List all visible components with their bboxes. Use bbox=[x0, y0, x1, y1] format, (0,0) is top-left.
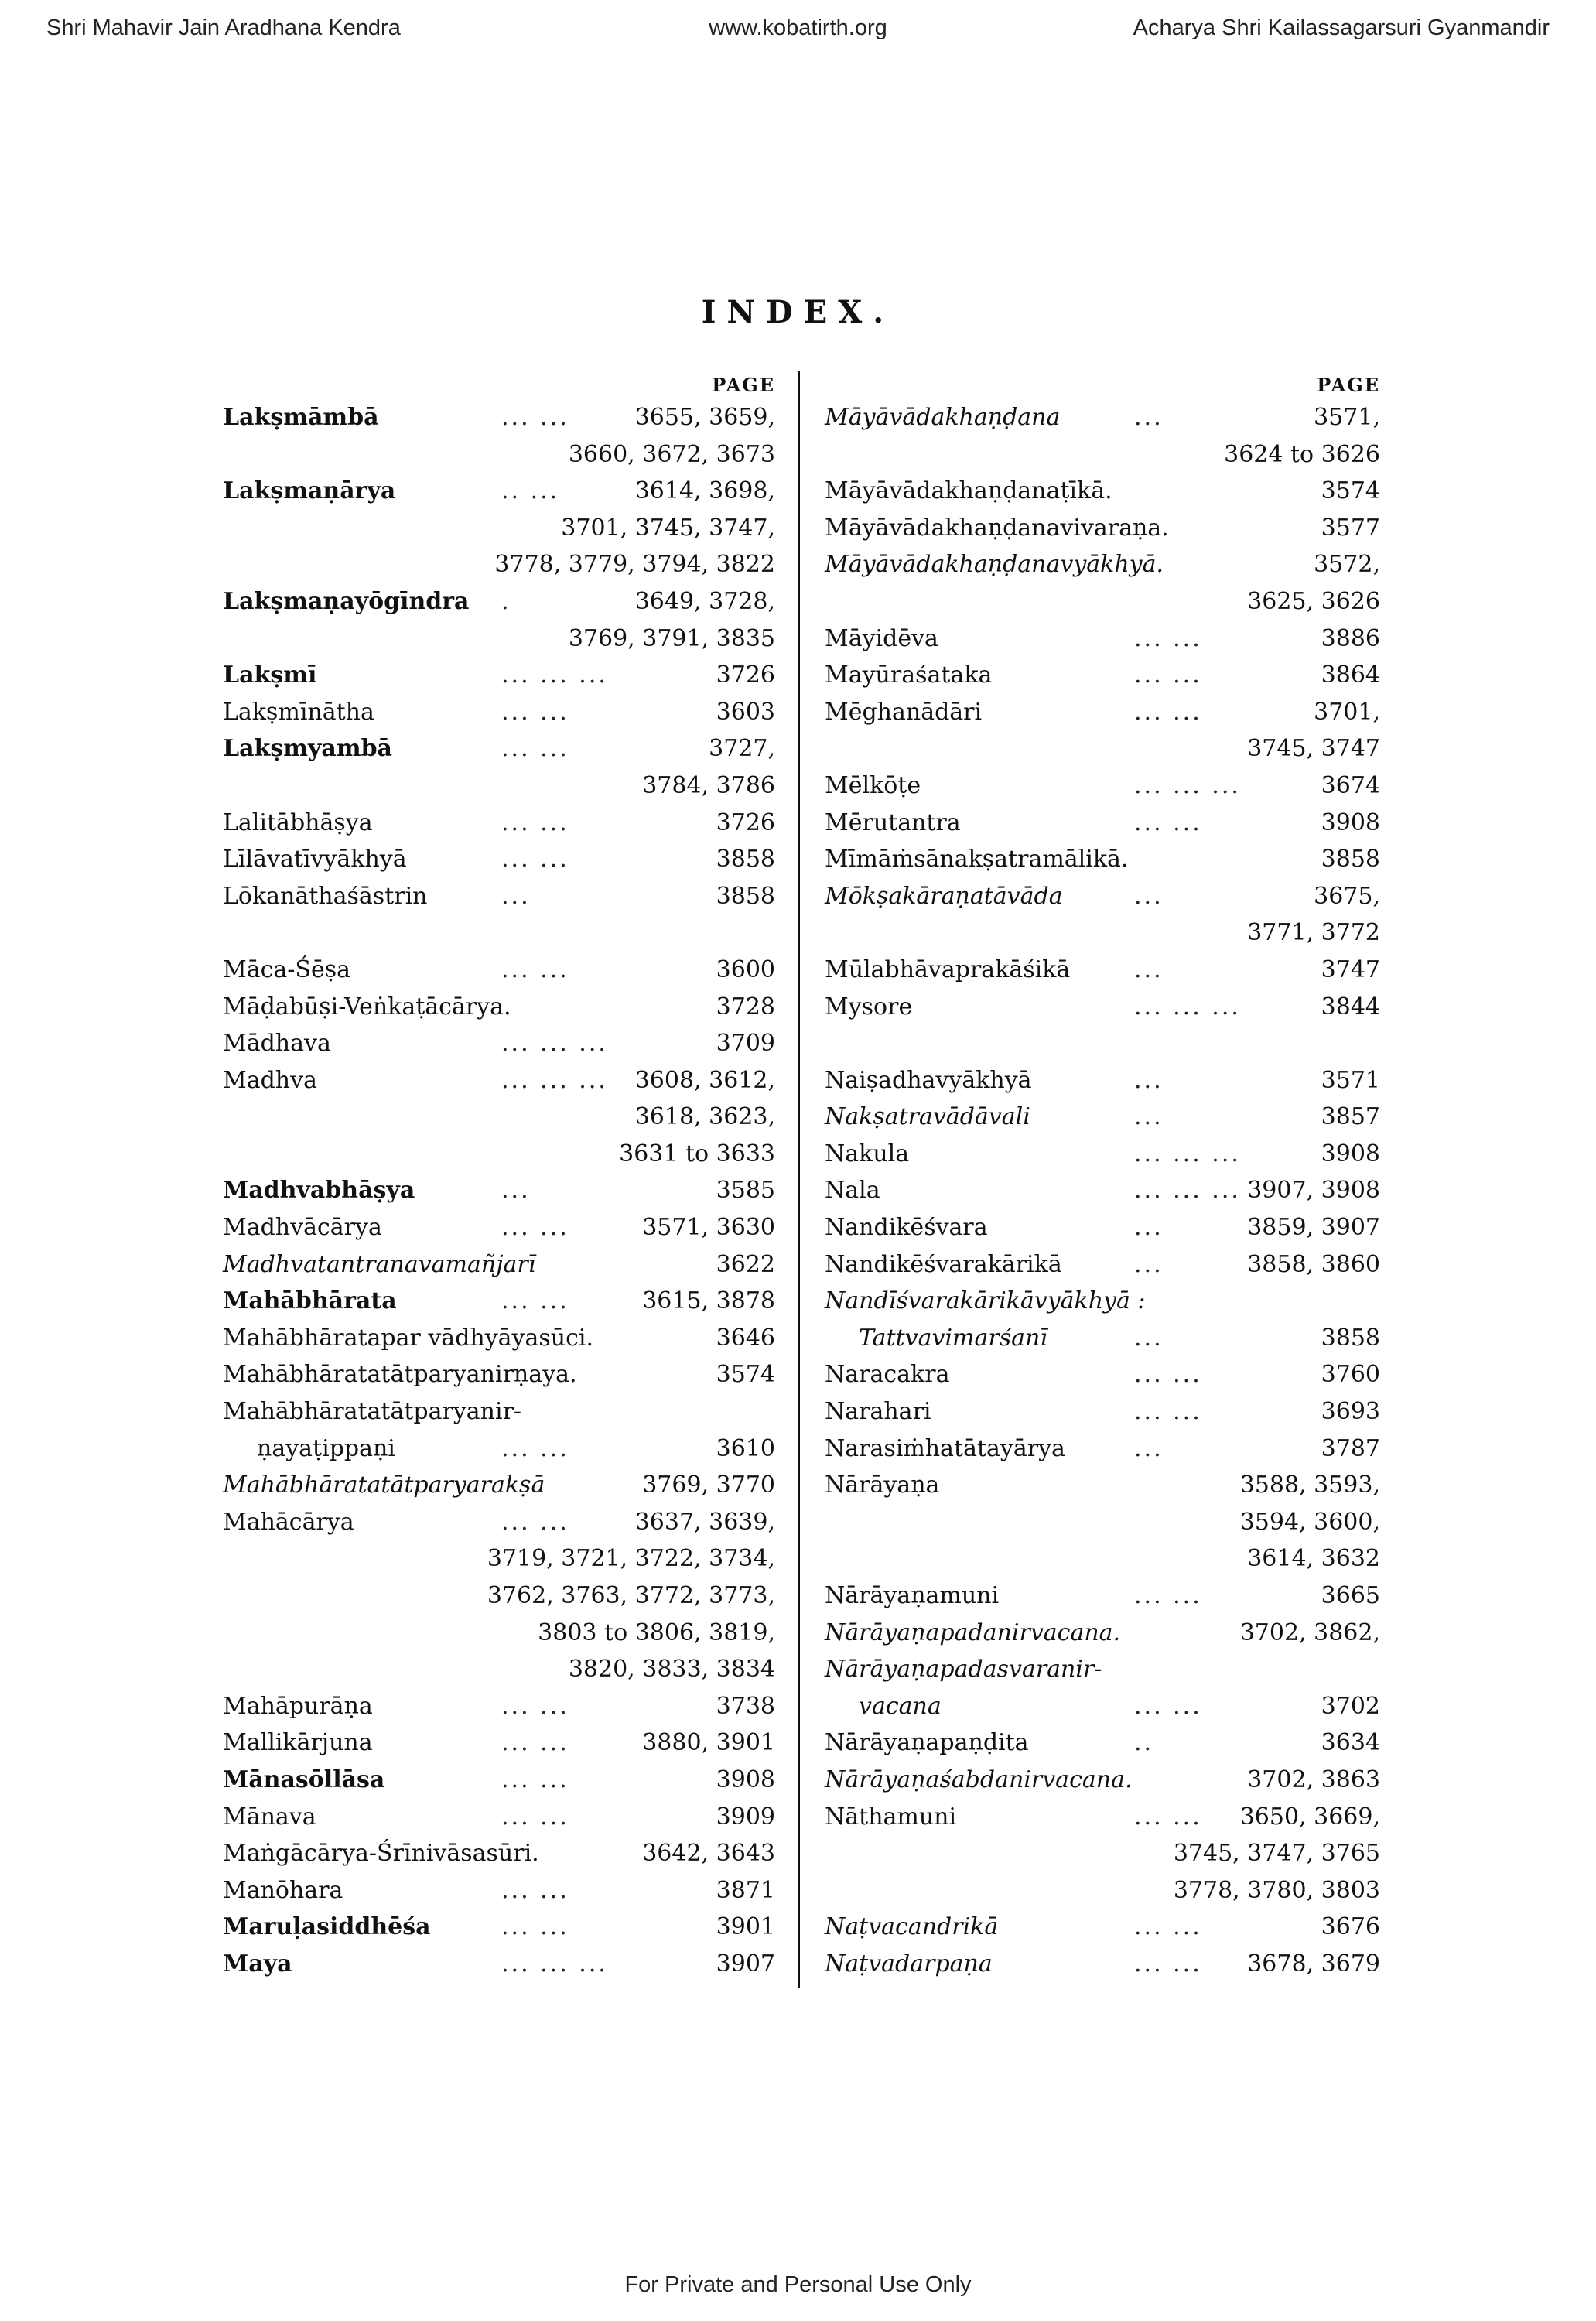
entry-leader-dots: ... ... ... bbox=[501, 1066, 608, 1094]
entry-pages: 3675, bbox=[1314, 882, 1380, 910]
index-entry bbox=[223, 1578, 775, 1615]
index-entry bbox=[223, 1504, 775, 1541]
entry-name: Mahāpurāṇa bbox=[223, 1692, 373, 1720]
index-entry bbox=[223, 1025, 775, 1062]
entry-pages: 3803 to 3806, 3819, bbox=[538, 1619, 775, 1646]
index-entry bbox=[825, 767, 1380, 805]
entry-pages: 3858, 3860 bbox=[1247, 1250, 1380, 1278]
entry-name: Madhvācārya bbox=[223, 1214, 382, 1242]
index-entry bbox=[223, 1540, 775, 1578]
entry-pages: 3571, bbox=[1314, 404, 1380, 431]
entry-leader-dots: .. ... bbox=[501, 477, 560, 505]
entry-leader-dots: .. bbox=[1134, 1729, 1154, 1757]
entry-pages: 3634 bbox=[1321, 1729, 1380, 1757]
index-entry bbox=[223, 1615, 775, 1652]
entry-leader-dots: ... ... bbox=[501, 1766, 569, 1793]
entry-name: Nārāyaṇapadanirvacana. bbox=[825, 1619, 1121, 1646]
entry-name: Nārāyaṇaśabdanirvacana. bbox=[825, 1766, 1133, 1793]
entry-name: vacana bbox=[859, 1692, 942, 1720]
header-right: Acharya Shri Kailassagarsuri Gyanmandir bbox=[1133, 15, 1550, 40]
entry-pages: 3608, 3612, bbox=[634, 1066, 775, 1094]
header-left: Shri Mahavir Jain Aradhana Kendra bbox=[46, 15, 401, 40]
entry-pages: 3871 bbox=[716, 1876, 775, 1904]
entry-pages: 3650, 3669, bbox=[1239, 1803, 1380, 1830]
entry-leader-dots: ... ... bbox=[1134, 1582, 1202, 1609]
entry-pages: 3701, bbox=[1314, 698, 1380, 726]
entry-leader-dots: ... ... bbox=[1134, 808, 1202, 836]
entry-pages: 3646 bbox=[716, 1324, 775, 1352]
index-entry bbox=[825, 1172, 1380, 1209]
index-entry bbox=[223, 1467, 775, 1504]
index-entry bbox=[825, 1209, 1380, 1246]
entry-name: Mayūraśataka bbox=[825, 661, 993, 689]
entry-leader-dots: ... bbox=[501, 882, 531, 910]
index-entry bbox=[223, 952, 775, 989]
entry-name: Līlāvatīvyākhyā bbox=[223, 846, 407, 873]
index-entry bbox=[223, 1651, 775, 1688]
entry-leader-dots: ... ... bbox=[1134, 698, 1202, 726]
index-entry bbox=[223, 989, 775, 1026]
entry-pages: 3858 bbox=[1321, 846, 1380, 873]
entry-pages: 3745, 3747 bbox=[1247, 735, 1380, 763]
entry-pages: 3760 bbox=[1321, 1361, 1380, 1389]
entry-pages: 3588, 3593, bbox=[1239, 1472, 1380, 1499]
entry-leader-dots: ... bbox=[1134, 1103, 1164, 1131]
entry-name: Māyāvādakhaṇḍana bbox=[825, 404, 1061, 431]
entry-leader-dots: ... ... ... bbox=[1134, 1177, 1241, 1205]
index-entry bbox=[825, 546, 1380, 583]
index-entry bbox=[825, 730, 1380, 767]
index-entry bbox=[223, 1909, 775, 1946]
entry-name: Nārāyaṇapaṇḍita bbox=[825, 1729, 1029, 1757]
entry-leader-dots: ... ... bbox=[501, 1876, 569, 1904]
index-entry bbox=[223, 1762, 775, 1799]
index-entry bbox=[223, 436, 775, 473]
index-entry bbox=[223, 1172, 775, 1209]
entry-pages: 3844 bbox=[1321, 993, 1380, 1020]
entry-pages: 3660, 3672, 3673 bbox=[568, 440, 775, 468]
entry-name: Mahācārya bbox=[223, 1508, 354, 1536]
entry-leader-dots: ... bbox=[1134, 404, 1164, 431]
entry-pages: 3702, 3863 bbox=[1247, 1766, 1380, 1793]
index-entry bbox=[223, 473, 775, 510]
entry-name: Mallikārjuna bbox=[223, 1729, 373, 1757]
entry-pages: 3603 bbox=[716, 698, 775, 726]
entry-pages: 3778, 3780, 3803 bbox=[1173, 1876, 1380, 1904]
entry-pages: 3676 bbox=[1321, 1913, 1380, 1941]
entry-name: Maṅgācārya-Śrīnivāsasūri. bbox=[223, 1840, 539, 1868]
entry-name: Lakṣmaṇārya bbox=[223, 477, 396, 505]
entry-leader-dots: ... ... bbox=[501, 1434, 569, 1462]
entry-leader-dots: ... ... bbox=[501, 1287, 569, 1315]
entry-leader-dots: ... ... bbox=[501, 955, 569, 983]
index-entry bbox=[223, 1209, 775, 1246]
index-entry bbox=[825, 510, 1380, 547]
entry-pages: 3610 bbox=[716, 1434, 775, 1462]
entry-leader-dots: ... ... ... bbox=[1134, 1140, 1241, 1167]
index-entry bbox=[825, 1320, 1380, 1357]
entry-name: Māyāvādakhaṇḍanaṭīkā. bbox=[825, 477, 1112, 505]
entry-leader-dots: ... bbox=[1134, 1324, 1164, 1352]
entry-pages: 3709 bbox=[716, 1030, 775, 1058]
index-entry bbox=[223, 1725, 775, 1762]
entry-pages: 3600 bbox=[716, 955, 775, 983]
entry-name: Madhva bbox=[223, 1066, 317, 1094]
entry-leader-dots: ... bbox=[1134, 1214, 1164, 1242]
entry-name: Nakula bbox=[825, 1140, 910, 1167]
entry-name: Maya bbox=[223, 1950, 292, 1977]
index-entry bbox=[825, 399, 1380, 436]
entry-pages: 3907, 3908 bbox=[1247, 1177, 1380, 1205]
entry-name: Naṭvadarpaṇa bbox=[825, 1950, 993, 1977]
entry-pages: 3784, 3786 bbox=[642, 771, 775, 799]
entry-name: Mysore bbox=[825, 993, 913, 1020]
entry-name: Lōkanāthaśāstrin bbox=[223, 882, 428, 910]
entry-leader-dots: ... ... bbox=[1134, 624, 1202, 652]
entry-name: Nārāyaṇapadasvaranir- bbox=[825, 1656, 1102, 1683]
entry-name: Nārāyaṇamuni bbox=[825, 1582, 1000, 1609]
entry-name: Mānasōllāsa bbox=[223, 1766, 385, 1793]
entry-name: Tattvavimarśanī bbox=[859, 1324, 1047, 1352]
entry-name: Lakṣmaṇayōgīndra bbox=[223, 587, 470, 615]
index-entry bbox=[825, 1835, 1380, 1872]
entry-name: Manōhara bbox=[223, 1876, 343, 1904]
entry-leader-dots: ... ... ... bbox=[1134, 993, 1241, 1020]
entry-name: Māca-Śēṣa bbox=[223, 955, 351, 983]
index-entry bbox=[223, 1283, 775, 1320]
index-entry bbox=[825, 1099, 1380, 1136]
entry-pages: 3727, bbox=[709, 735, 775, 763]
entry-pages: 3859, 3907 bbox=[1247, 1214, 1380, 1242]
index-entry bbox=[223, 730, 775, 767]
entry-name: Mērutantra bbox=[825, 808, 961, 836]
entry-leader-dots: ... ... ... bbox=[501, 1950, 608, 1977]
entry-name: Mīmāṁsānakṣatramālikā. bbox=[825, 846, 1129, 873]
entry-pages: 3886 bbox=[1321, 624, 1380, 652]
entry-leader-dots: ... ... bbox=[501, 698, 569, 726]
index-entry bbox=[825, 914, 1380, 952]
entry-pages: 3622 bbox=[716, 1250, 775, 1278]
footer-note: For Private and Personal Use Only bbox=[624, 2272, 972, 2297]
entry-name: Naṭvacandrikā bbox=[825, 1913, 999, 1941]
index-entry bbox=[825, 1504, 1380, 1541]
index-entry bbox=[825, 1136, 1380, 1173]
entry-pages: 3625, 3626 bbox=[1247, 587, 1380, 615]
entry-leader-dots: ... ... bbox=[501, 404, 569, 431]
index-entry bbox=[223, 914, 775, 952]
entry-pages: 3637, 3639, bbox=[634, 1508, 775, 1536]
entry-name: Mānava bbox=[223, 1803, 316, 1830]
entry-pages: 3574 bbox=[1321, 477, 1380, 505]
entry-name: Naiṣadhavyākhyā bbox=[825, 1066, 1032, 1094]
entry-pages: 3858 bbox=[716, 882, 775, 910]
entry-pages: 3649, 3728, bbox=[634, 587, 775, 615]
index-entry bbox=[223, 1099, 775, 1136]
index-entry bbox=[825, 1688, 1380, 1725]
entry-pages: 3769, 3770 bbox=[642, 1472, 775, 1499]
index-entry bbox=[825, 1246, 1380, 1284]
index-column-left bbox=[223, 371, 775, 1983]
index-entry bbox=[825, 694, 1380, 731]
index-entry bbox=[223, 1835, 775, 1872]
entry-name: ṇayaṭippaṇi bbox=[257, 1434, 395, 1462]
entry-pages: 3908 bbox=[1321, 808, 1380, 836]
index-entry bbox=[825, 1025, 1380, 1062]
index-entry bbox=[223, 1136, 775, 1173]
index-entry bbox=[223, 694, 775, 731]
entry-pages: 3655, 3659, bbox=[634, 404, 775, 431]
index-entry bbox=[825, 1872, 1380, 1909]
index-entry bbox=[223, 1393, 775, 1431]
entry-pages: 3787 bbox=[1321, 1434, 1380, 1462]
entry-leader-dots: ... ... ... bbox=[501, 1030, 608, 1058]
page-column-heading: PAGE bbox=[1317, 374, 1380, 396]
entry-leader-dots: ... bbox=[1134, 1250, 1164, 1278]
page-column-heading: PAGE bbox=[712, 374, 775, 396]
entry-pages: 3738 bbox=[716, 1692, 775, 1720]
entry-leader-dots: ... bbox=[1134, 1434, 1164, 1462]
entry-leader-dots: ... ... bbox=[501, 1729, 569, 1757]
entry-pages: 3778, 3779, 3794, 3822 bbox=[494, 551, 775, 579]
entry-pages: 3693 bbox=[1321, 1398, 1380, 1426]
entry-name: Narahari bbox=[825, 1398, 931, 1426]
entry-pages: 3571, 3630 bbox=[642, 1214, 775, 1242]
entry-name: Mōkṣakāraṇatāvāda bbox=[825, 882, 1063, 910]
entry-pages: 3615, 3878 bbox=[642, 1287, 775, 1315]
entry-leader-dots: ... ... bbox=[1134, 1803, 1202, 1830]
index-entry bbox=[223, 1062, 775, 1099]
index-entry bbox=[825, 1946, 1380, 1983]
index-entry bbox=[223, 546, 775, 583]
index-entry bbox=[825, 1909, 1380, 1946]
entry-leader-dots: ... bbox=[1134, 955, 1164, 983]
entry-pages: 3745, 3747, 3765 bbox=[1173, 1840, 1380, 1868]
entry-leader-dots: ... bbox=[1134, 1066, 1164, 1094]
entry-pages: 3585 bbox=[716, 1177, 775, 1205]
entry-pages: 3909 bbox=[716, 1803, 775, 1830]
entry-pages: 3820, 3833, 3834 bbox=[568, 1656, 775, 1683]
entry-pages: 3769, 3791, 3835 bbox=[568, 624, 775, 652]
index-entry bbox=[223, 1799, 775, 1836]
entry-pages: 3719, 3721, 3722, 3734, bbox=[487, 1545, 775, 1573]
entry-pages: 3594, 3600, bbox=[1239, 1508, 1380, 1536]
entry-pages: 3702 bbox=[1321, 1692, 1380, 1720]
entry-leader-dots: ... ... bbox=[501, 1214, 569, 1242]
entry-name: Maruḷasiddhēśa bbox=[223, 1913, 431, 1941]
entry-leader-dots: ... ... bbox=[1134, 1398, 1202, 1426]
index-entry bbox=[825, 1356, 1380, 1393]
entry-leader-dots: ... ... bbox=[1134, 661, 1202, 689]
entry-pages: 3908 bbox=[716, 1766, 775, 1793]
index-entry bbox=[825, 473, 1380, 510]
entry-pages: 3880, 3901 bbox=[642, 1729, 775, 1757]
entry-name: Lakṣmāmbā bbox=[223, 404, 379, 431]
entry-pages: 3674 bbox=[1321, 771, 1380, 799]
index-entry bbox=[223, 1431, 775, 1468]
entry-pages: 3762, 3763, 3772, 3773, bbox=[487, 1582, 775, 1609]
index-entry bbox=[825, 1467, 1380, 1504]
entry-name: Nārāyaṇa bbox=[825, 1472, 940, 1499]
entry-pages: 3747 bbox=[1321, 955, 1380, 983]
entry-pages: 3864 bbox=[1321, 661, 1380, 689]
index-entry bbox=[223, 1356, 775, 1393]
entry-name: Lakṣmīnātha bbox=[223, 698, 374, 726]
entry-pages: 3642, 3643 bbox=[642, 1840, 775, 1868]
entry-pages: 3726 bbox=[716, 661, 775, 689]
entry-name: Nala bbox=[825, 1177, 880, 1205]
entry-pages: 3571 bbox=[1321, 1066, 1380, 1094]
entry-leader-dots: ... bbox=[501, 1177, 531, 1205]
entry-name: Nakṣatravādāvali bbox=[825, 1103, 1030, 1131]
index-entry bbox=[825, 1799, 1380, 1836]
index-entry bbox=[825, 657, 1380, 694]
entry-leader-dots: ... ... bbox=[501, 846, 569, 873]
index-entry bbox=[825, 1615, 1380, 1652]
index-entry bbox=[825, 1431, 1380, 1468]
entry-name: Māyāvādakhaṇḍanavivaraṇa. bbox=[825, 514, 1169, 542]
entry-name: Lakṣmī bbox=[223, 661, 317, 689]
index-entry bbox=[223, 841, 775, 878]
entry-name: Madhvatantranavamañjarī bbox=[223, 1250, 536, 1278]
entry-name: Nandīśvarakārikāvyākhyā : bbox=[825, 1287, 1146, 1315]
entry-leader-dots: ... ... bbox=[1134, 1692, 1202, 1720]
entry-pages: 3907 bbox=[716, 1950, 775, 1977]
entry-leader-dots: ... bbox=[1134, 882, 1164, 910]
column-divider bbox=[798, 371, 800, 1988]
entry-pages: 3631 to 3633 bbox=[619, 1140, 775, 1167]
entry-name: Mahābhāratatātparyanirṇaya. bbox=[223, 1361, 577, 1389]
entry-name: Mēlkōṭe bbox=[825, 771, 921, 799]
entry-pages: 3726 bbox=[716, 808, 775, 836]
index-entry bbox=[223, 1872, 775, 1909]
index-entry bbox=[223, 657, 775, 694]
entry-leader-dots: ... ... bbox=[501, 1913, 569, 1941]
index-entry bbox=[223, 620, 775, 658]
entry-name: Nandikēśvarakārikā bbox=[825, 1250, 1062, 1278]
index-entry bbox=[223, 583, 775, 620]
index-entry bbox=[223, 805, 775, 842]
entry-name: Mahābhāratatātparyarakṣā bbox=[223, 1472, 545, 1499]
index-entry bbox=[825, 1540, 1380, 1578]
index-entry bbox=[825, 1283, 1380, 1320]
entry-name: Lalitābhāṣya bbox=[223, 808, 373, 836]
index-entry bbox=[223, 510, 775, 547]
entry-leader-dots: ... ... bbox=[501, 735, 569, 763]
entry-name: Nāthamuni bbox=[825, 1803, 957, 1830]
entry-pages: 3701, 3745, 3747, bbox=[561, 514, 775, 542]
entry-name: Māḍabūṣi-Veṅkaṭācārya. bbox=[223, 993, 511, 1020]
entry-list-right bbox=[825, 399, 1380, 1983]
index-entry bbox=[223, 1246, 775, 1284]
entry-pages: 3624 to 3626 bbox=[1224, 440, 1380, 468]
entry-pages: 3908 bbox=[1321, 1140, 1380, 1167]
entry-pages: 3901 bbox=[716, 1913, 775, 1941]
entry-leader-dots: ... ... ... bbox=[501, 661, 608, 689]
entry-pages: 3614, 3632 bbox=[1247, 1545, 1380, 1573]
entry-name: Narasiṁhatātayārya bbox=[825, 1434, 1065, 1462]
index-entry bbox=[825, 620, 1380, 658]
entry-pages: 3574 bbox=[716, 1361, 775, 1389]
index-entry bbox=[223, 399, 775, 436]
index-entry bbox=[223, 767, 775, 805]
entry-name: Mēghanādāri bbox=[825, 698, 983, 726]
index-entry bbox=[825, 805, 1380, 842]
index-entry bbox=[825, 1651, 1380, 1688]
index-entry bbox=[825, 583, 1380, 620]
header-center: www.kobatirth.org bbox=[709, 15, 887, 40]
entry-pages: 3858 bbox=[716, 846, 775, 873]
entry-name: Madhvabhāṣya bbox=[223, 1177, 415, 1205]
entry-name: Nandikēśvara bbox=[825, 1214, 988, 1242]
entry-leader-dots: ... ... bbox=[1134, 1361, 1202, 1389]
entry-leader-dots: ... ... bbox=[1134, 1913, 1202, 1941]
index-entry bbox=[825, 1725, 1380, 1762]
entry-leader-dots: . bbox=[501, 587, 511, 615]
entry-name: Mūlabhāvaprakāśikā bbox=[825, 955, 1071, 983]
index-entry bbox=[825, 841, 1380, 878]
entry-pages: 3678, 3679 bbox=[1247, 1950, 1380, 1977]
entry-name: Lakṣmyambā bbox=[223, 735, 392, 763]
entry-leader-dots: ... ... bbox=[501, 808, 569, 836]
entry-pages: 3728 bbox=[716, 993, 775, 1020]
index-entry bbox=[223, 1320, 775, 1357]
index-entry bbox=[825, 952, 1380, 989]
index-entry bbox=[825, 1762, 1380, 1799]
index-entry bbox=[223, 1946, 775, 1983]
entry-leader-dots: ... ... bbox=[501, 1803, 569, 1830]
entry-pages: 3702, 3862, bbox=[1239, 1619, 1380, 1646]
entry-pages: 3577 bbox=[1321, 514, 1380, 542]
entry-pages: 3618, 3623, bbox=[634, 1103, 775, 1131]
index-entry bbox=[223, 1688, 775, 1725]
entry-leader-dots: ... ... bbox=[501, 1692, 569, 1720]
index-entry bbox=[825, 878, 1380, 915]
entry-pages: 3858 bbox=[1321, 1324, 1380, 1352]
entry-pages: 3572, bbox=[1314, 551, 1380, 579]
index-entry bbox=[825, 1393, 1380, 1431]
entry-pages: 3614, 3698, bbox=[634, 477, 775, 505]
entry-name: Māyidēva bbox=[825, 624, 938, 652]
entry-name: Māyāvādakhaṇḍanavyākhyā. bbox=[825, 551, 1164, 579]
entry-leader-dots: ... ... ... bbox=[1134, 771, 1241, 799]
index-column-right bbox=[825, 371, 1380, 1983]
page-title: INDEX. bbox=[701, 294, 895, 330]
entry-pages: 3665 bbox=[1321, 1582, 1380, 1609]
index-entry bbox=[825, 1062, 1380, 1099]
entry-name: Mahābhāratatātparyanir- bbox=[223, 1398, 522, 1426]
index-entry bbox=[825, 1578, 1380, 1615]
entry-list-left bbox=[223, 399, 775, 1983]
entry-pages: 3771, 3772 bbox=[1247, 919, 1380, 947]
entry-name: Mahābhārata bbox=[223, 1287, 397, 1315]
index-entry bbox=[825, 436, 1380, 473]
entry-name: Naracakra bbox=[825, 1361, 950, 1389]
entry-leader-dots: ... ... bbox=[1134, 1950, 1202, 1977]
entry-name: Mādhava bbox=[223, 1030, 331, 1058]
entry-leader-dots: ... ... bbox=[501, 1508, 569, 1536]
index-entry bbox=[825, 989, 1380, 1026]
index-entry bbox=[223, 878, 775, 915]
entry-pages: 3857 bbox=[1321, 1103, 1380, 1131]
entry-name: Mahābhāratapar vādhyāyasūci. bbox=[223, 1324, 594, 1352]
